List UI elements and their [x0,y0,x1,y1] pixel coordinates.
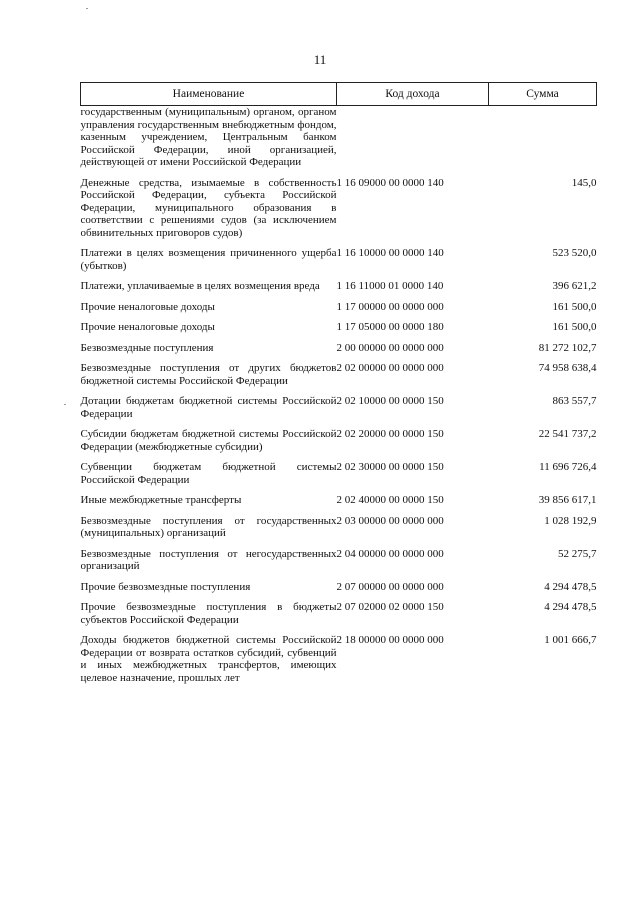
row-sum: 52 275,7 [558,547,597,560]
row-sum: 161 500,0 [552,300,597,313]
table-row [81,601,597,626]
row-sum [489,106,597,169]
row-code: 2 07 02000 02 0000 150 [336,601,444,613]
row-name: Безвозмездные поступления [80,341,214,354]
row-code: 2 18 00000 00 0000 000 [336,634,444,646]
table-row [81,321,597,334]
row-code: 1 16 10000 00 0000 140 [336,247,444,259]
row-code: 2 02 10000 00 0000 150 [336,395,444,407]
row-name: Прочие неналоговые доходы [80,321,215,333]
row-code: 1 17 05000 00 0000 180 [336,321,444,333]
row-code: 2 02 40000 00 0000 150 [336,494,444,506]
row-sum: 145,0 [571,176,597,189]
row-name: Прочие неналоговые доходы [80,300,215,313]
row-name: Доходы бюджетов бюджетной системы Российской Федерации от возврата остатков субсидий, субвенций и иных межбюджетных трансфертов, имеющих целевое назначение, прошлых лет [80,634,337,684]
row-sum: 22 541 737,2 [538,428,597,440]
table-header-row [81,83,597,106]
row-code: 2 03 00000 00 0000 000 [336,514,444,527]
row-code: 2 02 30000 00 0000 150 [336,461,444,473]
table-row [81,548,597,573]
revenue-table [80,82,597,684]
row-name: Субсидии бюджетам бюджетной системы Российской Федерации (межбюджетные субсидии) [80,428,337,453]
row-code: 2 07 00000 00 0000 000 [336,580,444,593]
table-row [81,177,597,240]
row-sum: 523 520,0 [552,247,597,259]
row-code: 2 02 00000 00 0000 000 [336,362,444,374]
header-sum: Сумма [489,83,597,106]
row-name: Денежные средства, изымаемые в собственность Российской Федерации, субъекта Российской Федерации, муниципального образования в соответствии с решениями судов (за исключением обвинительных приговоров судов) [80,176,337,239]
row-name: Платежи, уплачиваемые в целях возмещения вреда [80,280,320,292]
row-sum: 1 028 192,9 [544,514,597,527]
table-row [81,461,597,486]
row-sum: 863 557,7 [552,395,597,407]
row-sum: 74 958 638,4 [538,362,597,374]
row-sum: 4 294 478,5 [544,580,597,593]
table-row [81,395,597,420]
row-name: Субвенции бюджетам бюджетной системы Российской Федерации [80,461,337,486]
row-sum: 11 696 726,4 [539,461,597,473]
row-code: 1 16 11000 01 0000 140 [336,280,444,292]
table-row [81,581,597,594]
scan-speck [64,404,66,405]
scan-speck [86,8,88,9]
row-name: Прочие безвозмездные поступления в бюджеты субъектов Российской Федерации [80,601,337,626]
row-code: 2 00 00000 00 0000 000 [336,341,444,354]
row-sum: 81 272 102,7 [538,341,597,354]
row-code: 2 04 00000 00 0000 000 [336,547,444,560]
table-row [81,247,597,272]
table-row [81,280,597,293]
table-row [81,362,597,387]
header-code: Код дохода [337,83,489,106]
row-sum: 4 294 478,5 [544,601,597,613]
row-code [337,106,489,169]
row-name: Безвозмездные поступления от негосударственных организаций [80,547,337,572]
table-row [81,634,597,684]
page-number: 11 [313,52,327,67]
table-row [81,428,597,453]
row-name: Прочие безвозмездные поступления [80,580,251,593]
table-row [81,301,597,314]
row-sum: 396 621,2 [552,280,597,292]
row-name: Безвозмездные поступления от других бюджетов бюджетной системы Российской Федерации [80,362,337,387]
table-row [81,106,597,169]
row-name: Дотации бюджетам бюджетной системы Российской Федерации [80,395,337,420]
row-code: 1 16 09000 00 0000 140 [336,176,444,189]
row-sum: 39 856 617,1 [538,494,597,506]
row-code: 1 17 00000 00 0000 000 [336,300,444,313]
row-name: Платежи в целях возмещения причиненного ущерба (убытков) [80,247,337,272]
row-sum: 1 001 666,7 [544,634,597,646]
table-row [81,342,597,355]
table-row [81,515,597,540]
row-name: Безвозмездные поступления от государственных (муниципальных) организаций [80,514,337,539]
row-name: Иные межбюджетные трансферты [80,494,242,506]
row-sum: 161 500,0 [552,321,597,333]
table-row [81,494,597,507]
row-code: 2 02 20000 00 0000 150 [336,428,444,440]
header-name: Наименование [81,83,337,106]
row-name: государственным (муниципальным) органом, органом управления государственным внебюджетным фондом, казенным учреждением, Центральным банком Российской Федерации, иной организацией, действующей от имени Российской Федерации [80,106,337,168]
